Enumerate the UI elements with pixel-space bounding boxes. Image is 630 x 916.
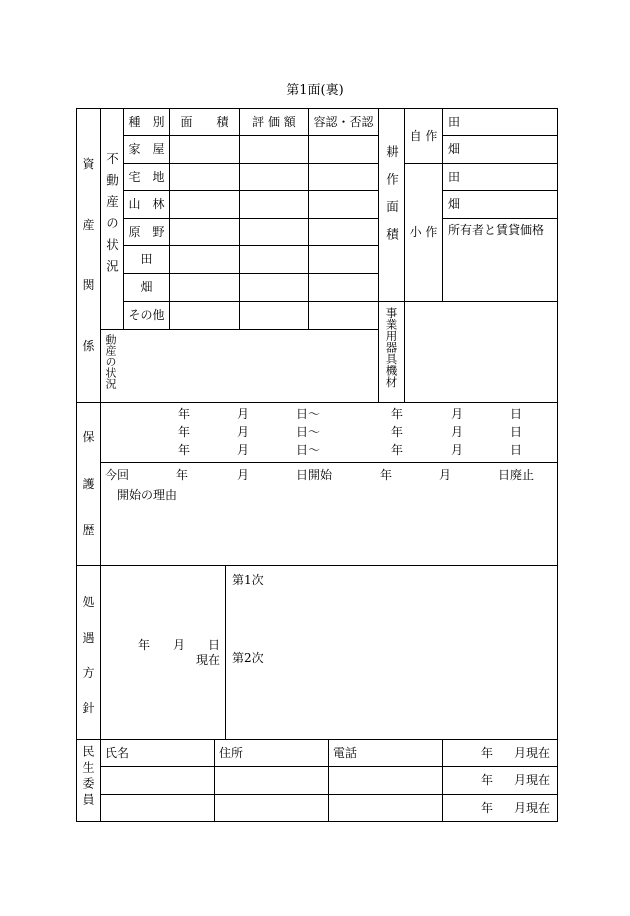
period-year: 年 <box>391 443 404 457</box>
current-end-year: 年 <box>380 468 393 482</box>
commissioner-month-as-of: 月現在 <box>514 773 551 787</box>
period-year: 年 <box>391 407 404 421</box>
period-month: 月 <box>237 443 250 457</box>
period-day-to: 日 <box>510 425 523 439</box>
period-day-from: 日〜 <box>296 425 321 439</box>
header-value: 評 価 額 <box>252 115 296 129</box>
policy-side-char: 方 <box>82 666 95 680</box>
asset-side-char: 関 <box>82 278 95 292</box>
period-day-from: 日〜 <box>296 407 321 421</box>
tenant-farming-label: 小 作 <box>409 225 438 239</box>
farm-area-label: 耕作面積 <box>384 145 400 255</box>
commissioner-side-char: 員 <box>81 793 95 809</box>
commissioner-month-as-of: 月現在 <box>514 746 551 760</box>
header-approval: 容認・否認 <box>313 115 374 129</box>
policy-month: 月 <box>173 638 186 652</box>
current-end-day: 日廃止 <box>498 468 535 482</box>
commissioner-year: 年 <box>481 801 494 815</box>
commissioner-phone-label: 電話 <box>333 746 358 760</box>
page-title: 第1面(裏) <box>286 83 344 98</box>
row-label-house: 家 屋 <box>128 142 165 156</box>
asset-side-char: 資 <box>82 157 95 171</box>
commissioner-side-label <box>82 745 94 809</box>
period-month: 月 <box>451 425 464 439</box>
current-start-year: 年 <box>176 468 189 482</box>
period-year: 年 <box>391 425 404 439</box>
period-day-to: 日 <box>510 443 523 457</box>
current-start-day: 日開始 <box>296 468 333 482</box>
policy-side-char: 針 <box>82 701 95 715</box>
tenant-dry-field: 畑 <box>448 197 461 211</box>
protection-side-char: 護 <box>82 477 95 491</box>
protection-side-char: 保 <box>82 430 95 444</box>
asset-side-char: 係 <box>82 339 95 353</box>
current-label: 今回 <box>105 468 130 482</box>
period-month: 月 <box>237 425 250 439</box>
start-reason-label: 開始の理由 <box>117 488 178 502</box>
current-start-month: 月 <box>237 468 250 482</box>
header-area: 面 積 <box>180 115 229 129</box>
period-year: 年 <box>178 425 191 439</box>
policy-side-char: 処 <box>82 595 95 609</box>
period-month: 月 <box>451 443 464 457</box>
header-type: 種 別 <box>128 115 165 129</box>
protection-side-char: 歴 <box>82 523 95 537</box>
commissioner-address-label: 住所 <box>219 746 244 760</box>
row-label-other: その他 <box>128 308 165 322</box>
period-month: 月 <box>451 407 464 421</box>
own-rice-field: 田 <box>448 115 461 129</box>
row-label-wilderness: 原 野 <box>128 225 165 239</box>
commissioner-year: 年 <box>481 773 494 787</box>
period-month: 月 <box>237 407 250 421</box>
tenant-rice-field: 田 <box>448 170 461 184</box>
policy-as-of: 現在 <box>196 653 221 667</box>
own-dry-field: 畑 <box>448 142 461 156</box>
commissioner-name-label: 氏名 <box>105 746 130 760</box>
equipment-label: 事業用器具機材 <box>384 307 399 388</box>
commissioner-side-char: 委 <box>81 777 95 793</box>
movable-label: 動産の状況 <box>104 334 117 389</box>
commissioner-side-char: 生 <box>81 761 95 777</box>
period-year: 年 <box>178 443 191 457</box>
period-year: 年 <box>178 407 191 421</box>
row-label-residential: 宅 地 <box>128 170 165 184</box>
row-label-forest: 山 林 <box>128 197 165 211</box>
own-farming-label: 自 作 <box>409 129 438 143</box>
policy-second: 第2次 <box>232 651 264 665</box>
policy-first: 第1次 <box>232 573 264 587</box>
owner-rent-label: 所有者と賃貸価格 <box>448 223 545 237</box>
commissioner-year: 年 <box>481 746 494 760</box>
current-end-month: 月 <box>439 468 452 482</box>
row-label-rice-field: 田 <box>140 252 153 266</box>
period-day-from: 日〜 <box>296 443 321 457</box>
policy-year: 年 <box>138 638 151 652</box>
asset-side-char: 産 <box>82 218 95 232</box>
period-day-to: 日 <box>510 407 523 421</box>
commissioner-side-char: 民 <box>81 745 95 761</box>
commissioner-month-as-of: 月現在 <box>514 801 551 815</box>
real-estate-label: 不動産の状況 <box>104 152 120 281</box>
policy-day: 日 <box>208 638 221 652</box>
row-label-dry-field: 畑 <box>140 280 153 294</box>
policy-side-char: 遇 <box>82 631 95 645</box>
